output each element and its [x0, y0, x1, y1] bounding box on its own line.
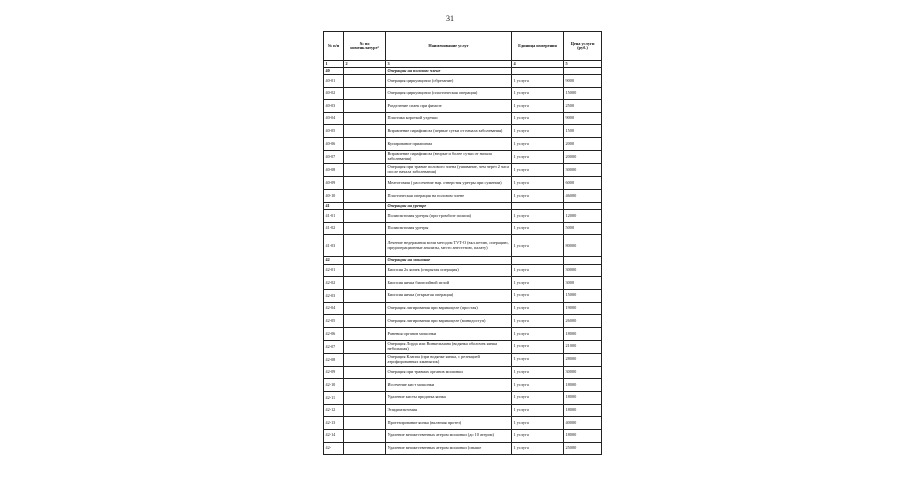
service-name: Ранения органов мошонки: [386, 328, 512, 341]
service-name: Биопсия 2х яичек (открытая операция): [386, 264, 512, 277]
price-cell: [564, 257, 602, 265]
section-row: [324, 67, 602, 75]
column-number: 2: [344, 61, 386, 68]
column-number: 1: [324, 61, 344, 68]
service-price: 28000: [564, 353, 602, 366]
nomenclature-cell: [344, 302, 386, 315]
service-price: 3000: [564, 277, 602, 290]
service-code: 42-01: [324, 264, 344, 277]
service-unit: 1 услуга: [512, 163, 564, 176]
service-code: 42-08: [324, 353, 344, 366]
nomenclature-cell: [344, 264, 386, 277]
column-number: 4: [512, 61, 564, 68]
service-name: Операция циркумцизио (пластическая операция): [386, 87, 512, 100]
nomenclature-cell: [344, 289, 386, 302]
service-price: 6000: [564, 176, 602, 189]
service-unit: 1 услуга: [512, 235, 564, 257]
service-name: Операция Лорда или Винкельмана (водянка оболочек яичка небольшая): [386, 340, 512, 353]
service-price: 26000: [564, 315, 602, 328]
service-name: Операция при травме полового члена (ушивание, чем через 2 часа после начала заболевания): [386, 163, 512, 176]
service-price: 2000: [564, 138, 602, 151]
service-price: 12000: [564, 210, 602, 223]
service-unit: 1 услуга: [512, 315, 564, 328]
table-row: [324, 112, 602, 125]
service-name: Купирование приапизма: [386, 138, 512, 151]
nomenclature-cell: [344, 417, 386, 430]
table-row: [324, 417, 602, 430]
table-row: [324, 277, 602, 290]
nomenclature-cell: [344, 222, 386, 235]
section-code: 41: [324, 202, 344, 210]
service-code: 40-04: [324, 112, 344, 125]
nomenclature-cell: [344, 328, 386, 341]
section-code: 42: [324, 257, 344, 265]
section-row: [324, 202, 602, 210]
header-nomenclature: № по номенклатуре¹: [344, 32, 386, 61]
table-row: [324, 353, 602, 366]
service-unit: 1 услуга: [512, 404, 564, 417]
section-title: Операции на половом члене: [386, 67, 512, 75]
service-code: 42-13: [324, 417, 344, 430]
table-row: [324, 87, 602, 100]
nomenclature-cell: [344, 176, 386, 189]
service-name: Операция при травмах органов мошонки: [386, 366, 512, 379]
service-price: 80000: [564, 235, 602, 257]
service-name: Операция лигирования при варикоцеле (простая): [386, 302, 512, 315]
table-row: [324, 315, 602, 328]
table-row: [324, 442, 602, 455]
nomenclature-cell: [344, 379, 386, 392]
service-code: 42-04: [324, 302, 344, 315]
unit-cell: [512, 67, 564, 75]
service-code: 42-07: [324, 340, 344, 353]
service-code: 40-01: [324, 75, 344, 88]
unit-cell: [512, 257, 564, 265]
table-row: [324, 189, 602, 202]
service-unit: 1 услуга: [512, 328, 564, 341]
header-num: № п/п: [324, 32, 344, 61]
table-row: [324, 222, 602, 235]
service-name: Удаление множественных атером мошонки (свыше: [386, 442, 512, 455]
service-code: 40-07: [324, 150, 344, 163]
table-row: [324, 264, 602, 277]
service-name: Операция циркумцизио (обрезание): [386, 75, 512, 88]
nomenclature-cell: [344, 150, 386, 163]
table-row: [324, 404, 602, 417]
service-code: 40-08: [324, 163, 344, 176]
service-code: 40-03: [324, 100, 344, 113]
service-unit: 1 услуга: [512, 75, 564, 88]
table-row: [324, 302, 602, 315]
service-unit: 1 услуга: [512, 210, 564, 223]
section-code: 40: [324, 67, 344, 75]
service-price: 30000: [564, 366, 602, 379]
service-price: 18000: [564, 429, 602, 442]
nomenclature-cell: [344, 315, 386, 328]
service-price: 15000: [564, 87, 602, 100]
price-cell: [564, 67, 602, 75]
table-row: [324, 176, 602, 189]
service-code: 42-03: [324, 289, 344, 302]
service-price: 21000: [564, 340, 602, 353]
service-unit: 1 услуга: [512, 189, 564, 202]
table-row: [324, 429, 602, 442]
nomenclature-cell: [344, 163, 386, 176]
service-unit: 1 услуга: [512, 429, 564, 442]
service-unit: 1 услуга: [512, 150, 564, 163]
service-name: Пластическая операция на половом члене: [386, 189, 512, 202]
page-number: 31: [446, 14, 454, 23]
service-price: 9000: [564, 112, 602, 125]
nomenclature-cell: [344, 75, 386, 88]
service-unit: 1 услуга: [512, 100, 564, 113]
service-code: 41-03: [324, 235, 344, 257]
service-name: Лечение недержания мочи методом TVT-O (вкл.петлю, операцию, предоперационные анализы, место анестезию, палату): [386, 235, 512, 257]
nomenclature-cell: [344, 442, 386, 455]
service-price: 30000: [564, 163, 602, 176]
nomenclature-cell: [344, 112, 386, 125]
service-code: 42-06: [324, 328, 344, 341]
service-name: Эпидимэктомия: [386, 404, 512, 417]
service-price: 19000: [564, 302, 602, 315]
table-row: [324, 210, 602, 223]
service-price: 1500: [564, 125, 602, 138]
section-title: Операции на уретре: [386, 202, 512, 210]
service-price: 18000: [564, 328, 602, 341]
header-row: [324, 32, 602, 61]
nomenclature-cell: [344, 87, 386, 100]
table-row: [324, 138, 602, 151]
service-name: Биопсия яичка (открытая операция): [386, 289, 512, 302]
service-name: Полипэктомия уретры: [386, 222, 512, 235]
service-price: 18000: [564, 391, 602, 404]
service-unit: 1 услуга: [512, 340, 564, 353]
nomenclature-cell: [344, 210, 386, 223]
nomenclature-cell: [344, 429, 386, 442]
nomenclature-cell: [344, 125, 386, 138]
table-row: [324, 150, 602, 163]
service-unit: 1 услуга: [512, 222, 564, 235]
service-code: 41-02: [324, 222, 344, 235]
nomenclature-cell: [344, 202, 386, 210]
service-unit: 1 услуга: [512, 353, 564, 366]
service-unit: 1 услуга: [512, 125, 564, 138]
service-price: 2500: [564, 100, 602, 113]
service-unit: 1 услуга: [512, 379, 564, 392]
service-unit: 1 услуга: [512, 112, 564, 125]
service-unit: 1 услуга: [512, 176, 564, 189]
service-name: Протезирование яичка (включая протез): [386, 417, 512, 430]
service-code: 42-05: [324, 315, 344, 328]
nomenclature-cell: [344, 189, 386, 202]
service-code: 40-09: [324, 176, 344, 189]
nomenclature-cell: [344, 340, 386, 353]
service-unit: 1 услуга: [512, 138, 564, 151]
column-number: 3: [386, 61, 512, 68]
service-price: 30000: [564, 264, 602, 277]
nomenclature-cell: [344, 366, 386, 379]
table-row: [324, 391, 602, 404]
service-price: 25000: [564, 442, 602, 455]
service-code: 41-01: [324, 210, 344, 223]
service-price: 20000: [564, 150, 602, 163]
column-number: 5: [564, 61, 602, 68]
service-unit: 1 услуга: [512, 366, 564, 379]
service-unit: 1 услуга: [512, 302, 564, 315]
service-name: Пластика короткой уздечки: [386, 112, 512, 125]
service-name: Меатотомия ( рассечение нар. отверстия уретры при сужении): [386, 176, 512, 189]
nomenclature-cell: [344, 404, 386, 417]
service-code: 40-02: [324, 87, 344, 100]
service-price: 46000: [564, 189, 602, 202]
header-price: Цена услуги (руб.): [564, 32, 602, 61]
service-name: Операция лигирования при варикоцеле (минидоступ): [386, 315, 512, 328]
nomenclature-cell: [344, 67, 386, 75]
nomenclature-cell: [344, 277, 386, 290]
nomenclature-cell: [344, 353, 386, 366]
service-name: Биопсия яичка биопсийной иглой: [386, 277, 512, 290]
nomenclature-cell: [344, 235, 386, 257]
service-code: 42-02: [324, 277, 344, 290]
service-code: 42-10: [324, 379, 344, 392]
table-row: [324, 289, 602, 302]
nomenclature-cell: [344, 391, 386, 404]
service-name: Иссечение кист мошонки: [386, 379, 512, 392]
service-unit: 1 услуга: [512, 442, 564, 455]
service-name: Полипэктомия уретры (при тромбозе полипа): [386, 210, 512, 223]
price-list-table: [323, 31, 602, 455]
service-code: 42-: [324, 442, 344, 455]
table-row: [324, 163, 602, 176]
service-unit: 1 услуга: [512, 417, 564, 430]
table-row: [324, 125, 602, 138]
service-price: 40000: [564, 417, 602, 430]
service-unit: 1 услуга: [512, 391, 564, 404]
service-price: 9000: [564, 75, 602, 88]
service-code: 42-09: [324, 366, 344, 379]
nomenclature-cell: [344, 257, 386, 265]
table-row: [324, 328, 602, 341]
table-row: [324, 235, 602, 257]
table-body: [324, 67, 602, 455]
service-code: 42-11: [324, 391, 344, 404]
unit-cell: [512, 202, 564, 210]
service-code: 40-10: [324, 189, 344, 202]
table-row: [324, 366, 602, 379]
service-code: 40-06: [324, 138, 344, 151]
table-row: [324, 75, 602, 88]
service-name: Операция Клаппа (при водянке яичка, с резекцией атрофированных кманыпок): [386, 353, 512, 366]
table-row: [324, 100, 602, 113]
service-price: 18000: [564, 404, 602, 417]
service-price: 18000: [564, 379, 602, 392]
service-unit: 1 услуга: [512, 264, 564, 277]
section-row: [324, 257, 602, 265]
service-name: Вправление парафимоза (первые сутки от начала заболевания): [386, 125, 512, 138]
service-code: 42-12: [324, 404, 344, 417]
service-code: 40-05: [324, 125, 344, 138]
table-row: [324, 379, 602, 392]
service-unit: 1 услуга: [512, 87, 564, 100]
service-unit: 1 услуга: [512, 277, 564, 290]
service-name: Удаление кисты придатка яичка: [386, 391, 512, 404]
nomenclature-cell: [344, 100, 386, 113]
price-cell: [564, 202, 602, 210]
header-unit: Единица измерения: [512, 32, 564, 61]
service-code: 42-14: [324, 429, 344, 442]
section-title: Операции на мошонке: [386, 257, 512, 265]
service-name: Удаление множественных атером мошонки (до 10 атером): [386, 429, 512, 442]
service-price: 15000: [564, 289, 602, 302]
service-name: Вправление парафимоза (вторые и более сутки от начала заболевания): [386, 150, 512, 163]
table-row: [324, 340, 602, 353]
service-price: 5000: [564, 222, 602, 235]
service-name: Разделение спаек при фимозе: [386, 100, 512, 113]
service-unit: 1 услуга: [512, 289, 564, 302]
header-name: Наименование услуг: [386, 32, 512, 61]
nomenclature-cell: [344, 138, 386, 151]
